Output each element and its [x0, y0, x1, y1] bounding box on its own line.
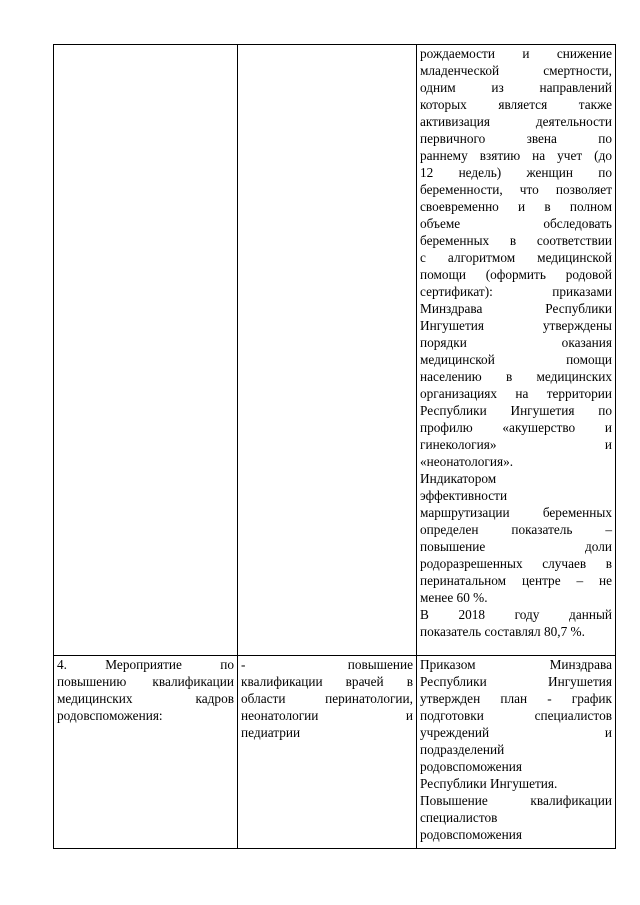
text-line: первичного звена по: [420, 131, 612, 146]
text-line: раннему взятию на учет (до: [420, 148, 612, 163]
measures-table: [53, 44, 616, 849]
text-line: учреждений и: [420, 725, 612, 740]
table-row: [54, 45, 616, 656]
text-line: области перинатологии,: [241, 691, 413, 706]
text-line: рождаемости и снижение: [420, 46, 612, 61]
text-line: своевременно и в полном: [420, 199, 612, 214]
text-line: младенческой смертности,: [420, 63, 612, 78]
text-line: «неонатология».: [420, 454, 514, 469]
row1-description: [420, 45, 612, 640]
row1-col2-cell: [238, 45, 417, 656]
text-line: маршрутизации беременных: [420, 505, 612, 520]
text-line: эффективности: [420, 488, 508, 503]
text-line: повышение доли: [420, 539, 612, 554]
activity-result: [420, 656, 612, 843]
activity-title: [57, 656, 234, 724]
text-line: беременности, что позволяет: [420, 182, 612, 197]
text-line: подразделений: [420, 742, 505, 757]
text-line: организациях на территории: [420, 386, 612, 401]
row1-col3-cell: [417, 45, 616, 656]
text-line: родовспоможения: [420, 827, 522, 842]
text-line: порядки оказания: [420, 335, 612, 350]
text-line: неонатологии и: [241, 708, 413, 723]
text-line: менее 60 %.: [420, 590, 488, 605]
text-line: подготовки специалистов: [420, 708, 612, 723]
text-line: активизация деятельности: [420, 114, 612, 129]
text-line: - повышение: [241, 657, 413, 672]
text-line: с алгоритмом медицинской: [420, 250, 612, 265]
text-line: профилю «акушерство и: [420, 420, 612, 435]
text-line: населению в медицинских: [420, 369, 612, 384]
text-line: Индикатором: [420, 471, 497, 486]
table-row: [54, 656, 616, 849]
text-line: гинекология» и: [420, 437, 612, 452]
text-line: утвержден план - график: [420, 691, 612, 706]
text-line: определен показатель –: [420, 522, 612, 537]
text-line: одним из направлений: [420, 80, 612, 95]
row2-col3-cell: [417, 656, 616, 849]
text-line: медицинской помощи: [420, 352, 612, 367]
text-line: 12 недель) женщин по: [420, 165, 612, 180]
text-line: Республики Ингушетия.: [420, 776, 558, 791]
text-line: перинатальном центре – не: [420, 573, 612, 588]
text-line: Повышение квалификации: [420, 793, 612, 808]
row2-col1-cell: [54, 656, 238, 849]
text-line: 4. Мероприятие по: [57, 657, 234, 672]
text-line: Приказом Минздрава: [420, 657, 612, 672]
text-line: родовспоможения:: [57, 708, 163, 723]
text-line: Республики Ингушетия по: [420, 403, 612, 418]
text-line: Республики Ингушетия: [420, 674, 612, 689]
text-line: медицинских кадров: [57, 691, 234, 706]
text-line: которых является также: [420, 97, 612, 112]
text-line: объеме обследовать: [420, 216, 612, 231]
activity-goal: [241, 656, 413, 741]
text-line: родоразрешенных случаев в: [420, 556, 612, 571]
text-line: квалификации врачей в: [241, 674, 413, 689]
row2-col2-cell: [238, 656, 417, 849]
text-line: повышению квалификации: [57, 674, 234, 689]
row1-col1-cell: [54, 45, 238, 656]
text-line: специалистов: [420, 810, 498, 825]
text-line: помощи (оформить родовой: [420, 267, 612, 282]
text-line: Ингушетия утверждены: [420, 318, 612, 333]
text-line: сертификат): приказами: [420, 284, 612, 299]
text-line: Минздрава Республики: [420, 301, 612, 316]
text-line: педиатрии: [241, 725, 301, 740]
text-line: беременных в соответствии: [420, 233, 612, 248]
text-line: показатель составлял 80,7 %.: [420, 624, 585, 639]
text-line: В 2018 году данный: [420, 607, 612, 622]
text-line: родовспоможения: [420, 759, 522, 774]
